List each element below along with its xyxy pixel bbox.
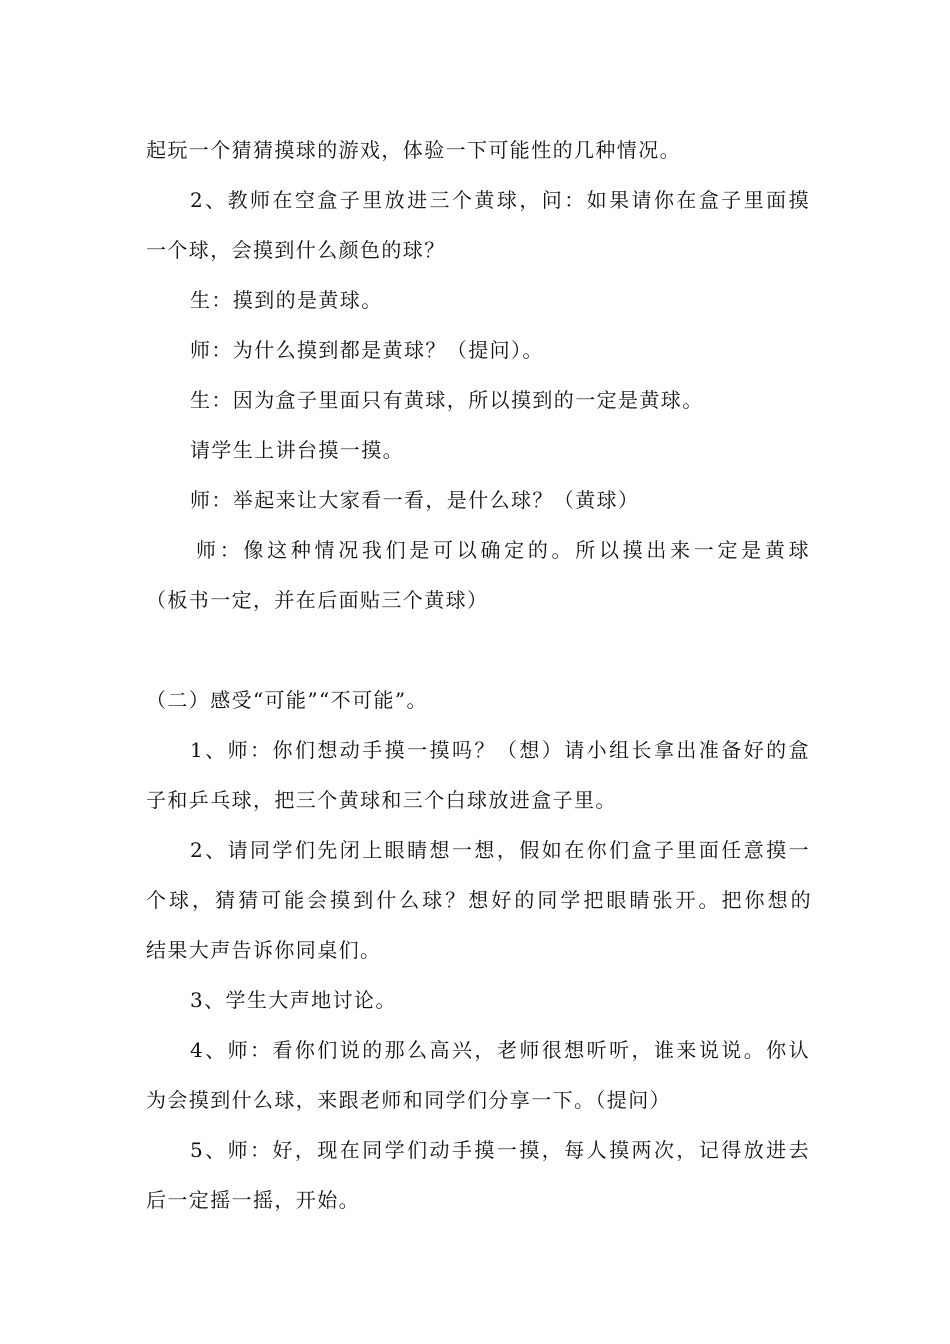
text-line: 生：摸到的是黄球。 [190,288,383,312]
text-line: （板书一定，并在后面贴三个黄球） [146,588,489,612]
text-line: 起玩一个猜猜摸球的游戏，体验一下可能性的几种情况。 [146,138,681,162]
text-line: 一个球，会摸到什么颜色的球？ [146,238,446,262]
text-line: 5、师：好，现在同学们动手摸一摸，每人摸两次，记得放进去 [190,1138,810,1162]
text-line: 2、请同学们先闭上眼睛想一想，假如在你们盒子里面任意摸一 [190,838,810,862]
text-line: 1、师：你们想动手摸一摸吗？（想）请小组长拿出准备好的盒 [190,738,810,762]
text-line: 4、师：看你们说的那么高兴，老师很想听听，谁来说说。你认 [190,1038,810,1062]
text-line: 2、教师在空盒子里放进三个黄球，问：如果请你在盒子里面摸 [190,188,810,212]
text-line: 结果大声告诉你同桌们。 [146,938,382,962]
section-heading: （二）感受“可能”“不可能”。 [146,688,428,712]
text-line: 后一定摇一摇，开始。 [146,1188,360,1212]
text-line: 请学生上讲台摸一摸。 [190,438,404,462]
text-line: 师：像这种情况我们是可以确定的。所以摸出来一定是黄球 [196,538,810,562]
text-line: 师：举起来让大家看一看，是什么球？（黄球） [190,488,640,512]
text-line: 师：为什么摸到都是黄球？（提问）。 [190,338,544,362]
text-line: 为会摸到什么球，来跟老师和同学们分享一下。（提问） [146,1088,671,1112]
text-line: 子和乒乓球，把三个黄球和三个白球放进盒子里。 [146,788,617,812]
text-line: 生：因为盒子里面只有黄球，所以摸到的一定是黄球。 [190,388,704,412]
text-line: 3、学生大声地讨论。 [190,988,397,1012]
text-line: 个球，猜猜可能会摸到什么球？想好的同学把眼睛张开。把你想的 [146,888,812,912]
